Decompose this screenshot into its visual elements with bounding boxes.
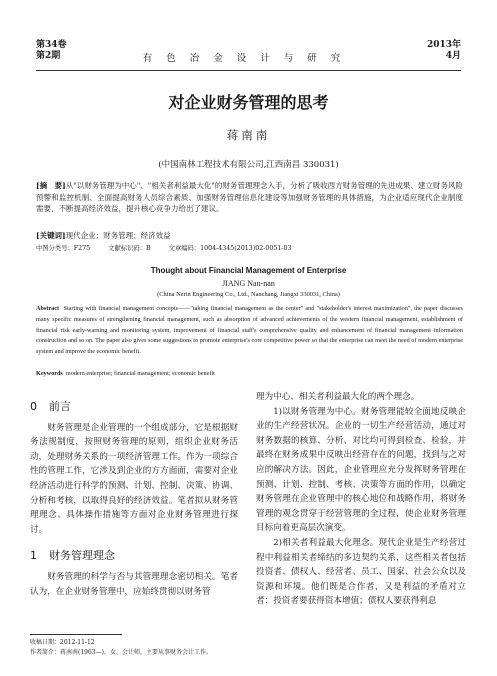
- volume-label: 第34卷: [36, 40, 67, 50]
- concept-1-paragraph: 1)以财务管理为中心。财务管理能较全面地反映企业的生产经营状况。企业的一切生产经营活动，通过对财务数据的核算、分析、对比均可得到检查、检验，并最终在财务成果中反映出经营存在的问题，找到与之对应的解决方法。因此，企业管理应充分发挥财务管理在预测、计划、控制、考核、决策等方面的作用，以确定财务管理在企业管理中的核心地位和战略作用，将财务管理的观念贯穿于经营管理的全过程，使企业财务管理目标向着更高层次演变。: [256, 406, 466, 534]
- section-1-heading: [30, 549, 238, 564]
- abstract-label: [摘 要]: [36, 181, 66, 190]
- footnote-author: 作者简介：蒋南南(1963—)，女，会计师，主要从事财务会计工作。: [30, 649, 212, 656]
- paper-title: 对企业财务管理的思考: [168, 93, 329, 112]
- section-0-paragraph: 财务管理是企业管理的一个组成部分，它是根据财务法规制度，按照财务管理的原则，组织企业财务活动，处理财务关系的一项经济管理工作。作为一项综合性的管理工作，它涉及到企业的方方面面，需要对企业经济活动进行科学的预测、计划、控制、决策、协调、分析和考核，以取得良好的经济效益。笔者拟从财务管理理念、具体操作措施等方面对企业财务管理进行探讨。: [30, 422, 238, 535]
- keywords-en-text: modern enterprise; financial management; economic benefit: [65, 370, 215, 377]
- keywords-text: 现代企业；财务管理；经济效益: [65, 231, 171, 240]
- issue-label: 第2期: [36, 51, 61, 61]
- keywords-label: [关键词]: [36, 231, 66, 240]
- abstract-en-label: Abstract: [36, 305, 60, 312]
- keywords-en-label: Keywords: [36, 370, 63, 377]
- section-1-paragraph: 财务管理的科学与否与其管理理念密切相关。笔者认为，在企业财务管理中，应始终贯彻以财务管: [30, 571, 238, 597]
- header-rule: [36, 70, 461, 71]
- left-column: [30, 400, 238, 599]
- article-number: 文章编码：1004-4345(2013)02-0051-03: [168, 245, 292, 252]
- month-label: 4月: [445, 51, 461, 61]
- running-header: [36, 40, 461, 70]
- document-code: 文献标识码：B: [108, 245, 151, 252]
- section-0-title: 前言: [49, 400, 71, 413]
- english-affiliation: (China Nerin Engineering Co., Ltd., Nanchang, Jiangxi 330031, China): [157, 291, 340, 298]
- english-author: JIANG Nan-nan: [222, 279, 275, 288]
- abstract-en-text: Starting with financial management concepts——"taking financial management as the center" and "stakeholder's interest maximization", the paper discusses many specific measures of strengthening financial management, such as absorption of advanced achievements of the western financial management, establishment of financial risk early-warning and monitoring system, improvement of financial staff's comprehensive quality and enhancement of financial management information construction and so on. The paper also gives some suggestions to promote enterprise's core competitive power so that the enterprise can meet the need of modern enterprise system and improve the economic benefit.: [36, 305, 463, 356]
- footnote-received: 收稿日期：2012-11-12: [30, 639, 95, 646]
- date-block: [427, 40, 461, 62]
- keywords-zh: [36, 230, 463, 241]
- section-0-heading: [30, 400, 238, 415]
- year-label: 2013年: [426, 40, 461, 50]
- english-title: Thought about Financial Management of Enterprise: [150, 266, 347, 275]
- section-1-number: 1: [30, 549, 37, 563]
- abstract-en: [36, 304, 463, 358]
- classification-line: [36, 244, 463, 254]
- section-0-number: 0: [30, 400, 37, 413]
- clc-number: 中图分类号：F275: [36, 245, 91, 252]
- abstract-zh: [36, 180, 463, 215]
- right-column: [256, 390, 466, 609]
- concept-2-paragraph: 2)相关者利益最大化理念。现代企业是生产经营过程中利益相关者缔结的多边契约关系，这些相关者包括投资者、债权人、经营者、员工、国家、社会公众以及资源和环境。他们既是合作者，又是利益的矛盾对立者：投资者要获得资本增值；债权人要获得利息: [256, 537, 466, 607]
- right-col-continuation: 理为中心、相关者利益最大化的两个理念。: [256, 392, 420, 402]
- footnote-rule: [30, 634, 122, 635]
- section-1-title: 财务管理理念: [49, 549, 115, 563]
- affiliation: (中国南林工程技术有限公司,江西南昌 330031): [158, 160, 339, 170]
- author-name: 蒋南南: [226, 128, 271, 142]
- abstract-text: 从"以财务管理为中心"、"相关者利益最大化"的财务管理理念入手，分析了吸收西方财务管理的先进成果、建立财务风险预警和监控机制、全面提高财务人员综合素质、加强财务管理信息化建设等加强财务管理的具体措施，为企业适应现代企业制度需要，不断提高经济效益，提升核心竞争力给出了建议。: [36, 181, 463, 214]
- keywords-en: [36, 369, 463, 379]
- journal-name: 有色冶金设计与研究: [142, 53, 355, 64]
